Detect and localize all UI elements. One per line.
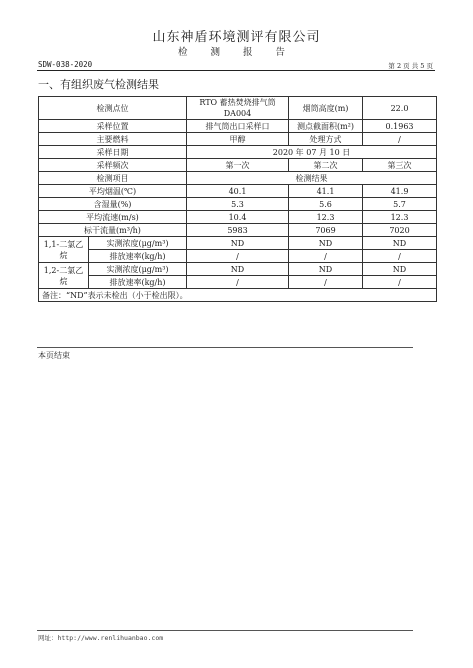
cell-value: 10.4 <box>187 211 289 224</box>
cell-value: 41.1 <box>289 185 363 198</box>
cell-value: 40.1 <box>187 185 289 198</box>
end-divider <box>37 347 413 348</box>
table-row <box>39 97 437 120</box>
stack-height-label: 烟筒高度(m) <box>289 97 363 120</box>
cell-value: ND <box>363 263 437 276</box>
frequency-1: 第一次 <box>187 159 289 172</box>
table-row <box>39 211 437 224</box>
row-label: 平均烟温(℃) <box>39 185 187 198</box>
pollutant-name: 1,1-二氯乙烷 <box>39 237 89 263</box>
table-row <box>39 172 437 185</box>
cell-value: ND <box>289 237 363 250</box>
cell-value: 7069 <box>289 224 363 237</box>
footer-website: 网址：http://www.renlihuanbao.com <box>38 634 164 642</box>
row-label: 平均流速(m/s) <box>39 211 187 224</box>
cell-value: 5983 <box>187 224 289 237</box>
table-row <box>39 237 437 250</box>
table-row <box>39 185 437 198</box>
doc-number: SDW-038-2020 <box>38 60 93 69</box>
table-row <box>39 224 437 237</box>
cell-value: 12.3 <box>289 211 363 224</box>
treatment-label: 处理方式 <box>289 133 363 146</box>
cell-value: / <box>363 250 437 263</box>
rate-label: 排放速率(kg/h) <box>89 276 187 289</box>
cell-value: / <box>363 276 437 289</box>
table-row <box>39 120 437 133</box>
report-title: 检 测 报 告 <box>177 47 296 58</box>
cell-value: ND <box>187 263 289 276</box>
table-row <box>39 146 437 159</box>
stack-height-value: 22.0 <box>363 97 437 120</box>
cell-value: / <box>289 276 363 289</box>
cell-value: ND <box>363 237 437 250</box>
end-of-page-text: 本页结束 <box>38 351 70 360</box>
cell-value: ND <box>289 263 363 276</box>
pollutant-name: 1,2-二氯乙烷 <box>39 263 89 289</box>
results-label: 检测结果 <box>187 172 437 185</box>
sampling-location-value: 排气筒出口采样口 <box>187 120 289 133</box>
table-row <box>39 159 437 172</box>
results-table <box>38 96 437 302</box>
treatment-value: / <box>363 133 437 146</box>
row-label: 标干流量(m³/h) <box>39 224 187 237</box>
fuel-value: 甲醇 <box>187 133 289 146</box>
table-row <box>39 250 437 263</box>
table-row <box>39 133 437 146</box>
footer-divider <box>37 630 413 631</box>
conc-label: 实测浓度(μg/m³) <box>89 263 187 276</box>
cell-value: / <box>289 250 363 263</box>
cell-value: 5.7 <box>363 198 437 211</box>
cell-value: 5.6 <box>289 198 363 211</box>
cell-value: / <box>187 276 289 289</box>
frequency-2: 第二次 <box>289 159 363 172</box>
header-divider <box>37 70 435 71</box>
table-row <box>39 276 437 289</box>
page-info: 第 2 页 共 5 页 <box>388 62 433 70</box>
rate-label: 排放速率(kg/h) <box>89 250 187 263</box>
table-row <box>39 198 437 211</box>
section-area-label: 测点截面积(m²) <box>289 120 363 133</box>
cell-value: 12.3 <box>363 211 437 224</box>
date-value: 2020 年 07 月 10 日 <box>187 146 437 159</box>
point-value: RTO 蓄热焚烧排气筒 DA004 <box>187 97 289 120</box>
company-name: 山东神盾环境测评有限公司 <box>152 30 321 45</box>
table-row <box>39 263 437 276</box>
conc-label: 实测浓度(μg/m³) <box>89 237 187 250</box>
cell-value: ND <box>187 237 289 250</box>
cell-value: 41.9 <box>363 185 437 198</box>
cell-value: 5.3 <box>187 198 289 211</box>
point-label: 检测点位 <box>39 97 187 120</box>
section-title: 一、有组织废气检测结果 <box>38 78 159 91</box>
table-note: 备注：“ND”表示未检出（小于检出限）。 <box>39 289 437 302</box>
sampling-location-label: 采样位置 <box>39 120 187 133</box>
row-label: 含湿量(%) <box>39 198 187 211</box>
fuel-label: 主要燃料 <box>39 133 187 146</box>
cell-value: 7020 <box>363 224 437 237</box>
frequency-label: 采样频次 <box>39 159 187 172</box>
table-row <box>39 289 437 302</box>
date-label: 采样日期 <box>39 146 187 159</box>
section-area-value: 0.1963 <box>363 120 437 133</box>
items-label: 检测项目 <box>39 172 187 185</box>
frequency-3: 第三次 <box>363 159 437 172</box>
cell-value: / <box>187 250 289 263</box>
